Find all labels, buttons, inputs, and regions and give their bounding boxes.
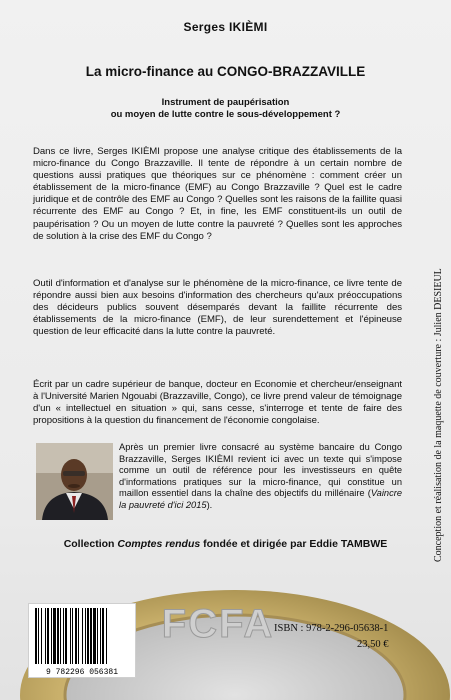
barcode xyxy=(28,603,136,678)
bio-book-title: Vaincre la pauvreté d'ici 2015 xyxy=(119,488,402,510)
barcode-number: 9 782296 056381 xyxy=(45,668,119,677)
cover-design-credit: Conception et réalisation de la maquette de couverture : Julien DESIEUL xyxy=(433,268,444,562)
collection-prefix: Collection xyxy=(63,538,118,550)
author-name: Serges IKIÈMI xyxy=(183,20,268,34)
coin-text: FCFA xyxy=(161,602,275,646)
author-portrait-icon xyxy=(36,443,113,520)
subtitle-line-1: Instrument de paupérisation xyxy=(161,97,290,108)
price: 23,50 € xyxy=(357,639,389,650)
subtitle-line-2: ou moyen de lutte contre le sous-développement ? xyxy=(110,109,341,120)
summary-paragraph-3: Écrit par un cadre supérieur de banque, docteur en Economie et chercheur/enseignant à l'Université Marien Ngouabi (Brazzaville, Congo), ce livre prend valeur de témoignage d'un « intellectuel en situation » qui, sans cesse, s'interroge et tente de faire des propositions à la question du financement de l'économie congolaise. xyxy=(33,379,402,427)
book-subtitle xyxy=(30,97,421,121)
isbn: ISBN : 978-2-296-05638-1 xyxy=(274,623,389,634)
author-bio xyxy=(119,442,402,512)
collection-suffix: fondée et dirigée par Eddie TAMBWE xyxy=(200,538,388,550)
bio-text: Après un premier livre consacré au système bancaire du Congo Brazzaville, Serges IKIÈMI revient ici avec un texte qui s'impose comme un outil de référence pour les investisseurs en quête d'informations pratiques sur la micro-finance, qui constitue un maillon essentiel dans la chaîne des objectifs du millénaire ( xyxy=(119,442,402,499)
bio-end: ). xyxy=(206,499,213,510)
summary-paragraph-2: Outil d'information et d'analyse sur le phénomène de la micro-finance, ce livre tente de répondre aussi bien aux besoins d'information des chercheurs qu'aux préoccupations des décideurs publics souvent désemparés devant la faillite récurrente des établissements de la micro-finance (EMF), de leur surendettement et l'épineuse question de leur efficacité dans la lutte contre la pauvreté. xyxy=(33,278,402,338)
author-photo xyxy=(36,443,113,520)
collection-name: Comptes rendus xyxy=(117,538,201,550)
summary-paragraph-1: Dans ce livre, Serges IKIÈMI propose une analyse critique des établissements de la micro-finance du Congo Brazzaville. Il tente de répondre à un certain nombre de questions aussi pratiques que théoriques sur ce phénomène : comment créer un établissement de la micro-finance (EMF) au Congo Brazzaville ? Quel est le cadre juridique et de contrôle des EMF au Congo ? Quelles sont les raisons de la faillite quasi récurrente des EMF au Congo ? Et, in fine, les EMF constituent-ils un outil de paupérisation ? Ou un moyen de lutte contre la pauvreté ? Quelles sont les approches de solution à la crise des EMF du Congo ? xyxy=(33,146,402,242)
collection-line xyxy=(0,538,451,550)
book-title: La micro-finance au CONGO-BRAZZAVILLE xyxy=(85,64,366,79)
barcode-bars xyxy=(29,604,135,677)
